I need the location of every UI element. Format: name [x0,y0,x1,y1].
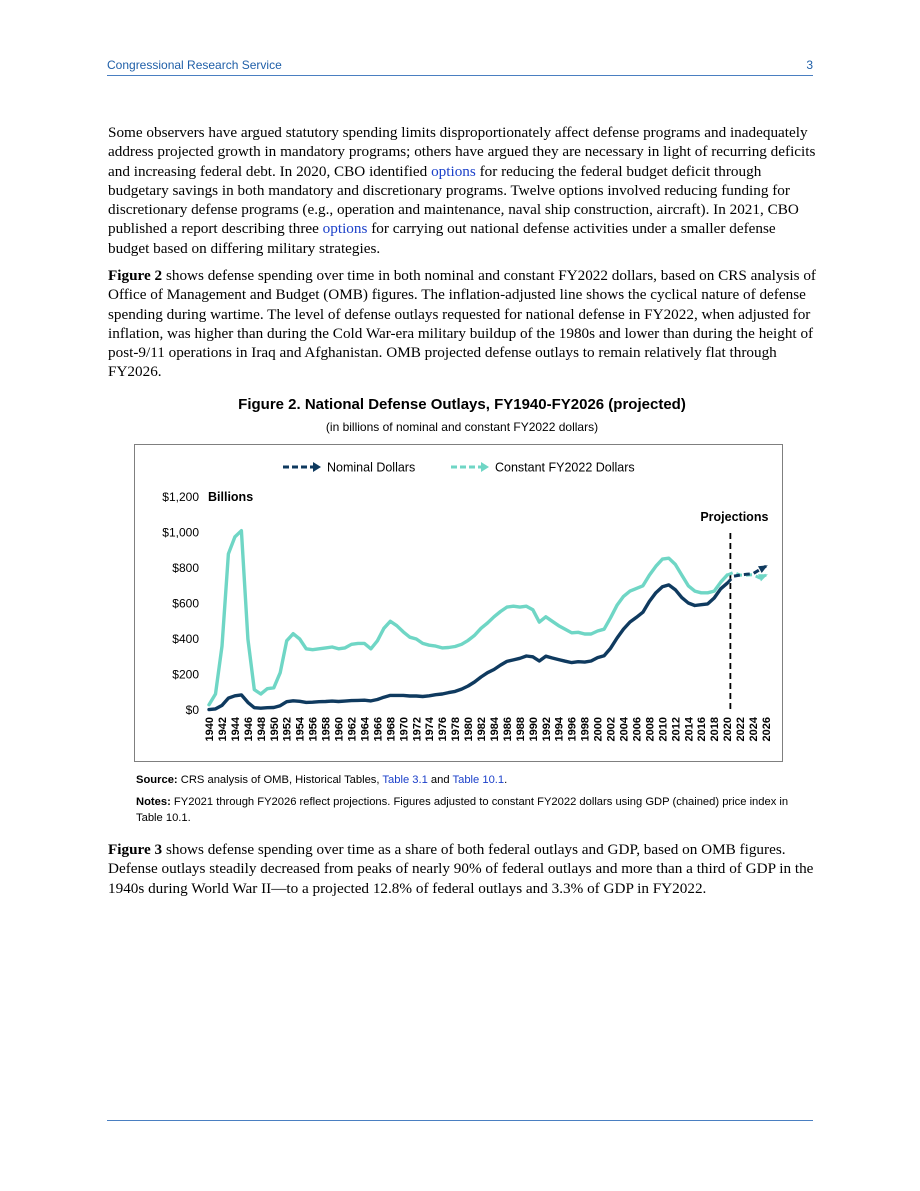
x-tick-label: 1960 [333,717,346,742]
options-link-2020[interactable]: options [431,162,476,180]
x-tick-label: 2012 [670,717,683,742]
table-10-1-link[interactable]: Table 10.1 [452,774,505,786]
x-tick-label: 2022 [735,717,748,742]
chart-svg [135,445,782,761]
x-tick-label: 1964 [359,717,372,742]
x-tick-label: 1944 [229,717,242,742]
source-text: CRS analysis of OMB, Historical Tables, [177,774,383,786]
x-tick-label: 1946 [242,717,255,742]
figure-title: Figure 2. National Defense Outlays, FY1940-FY2026 (projected) [238,396,686,413]
x-tick-label: 2006 [631,717,644,742]
para1-text-1: Some observers have argued statutory spending limits disproportionately affect defense programs and inadequately address projected growth in mandatory programs; others have argued they are necessary in light of recurring deficits and increasing federal debt. In 2020, CBO identified [108,124,816,180]
x-tick-label: 1984 [488,717,501,742]
constant-dollars-line [209,531,727,705]
para1-text-3: for carrying out national defense activities under a smaller defense budget based on differing military strategies. [108,220,776,257]
x-tick-label: 1948 [255,717,268,742]
x-tick-label: 2024 [748,717,761,742]
page-number: 3 [806,58,813,72]
paragraph-figure2-description [108,266,816,382]
x-tick-label: 1940 [204,717,216,742]
x-tick-label: 1958 [320,717,333,742]
paragraph-spending-limits [108,123,816,258]
y-axis-units-label: Billions [208,490,254,504]
x-tick-label: 2004 [618,717,631,742]
x-tick-label: 1970 [398,717,411,742]
figure3-reference: Figure 3 [108,841,163,858]
y-tick-label: $800 [172,561,199,575]
x-tick-label: 1968 [385,717,398,742]
legend-constant-swatch-arrow [481,462,489,472]
header-rule [107,75,813,76]
source-label: Source: [136,774,178,786]
y-tick-label: $200 [172,667,199,682]
options-link-2021[interactable]: options [322,220,368,238]
x-tick-label: 2000 [592,717,605,742]
x-tick-label: 2010 [657,717,670,742]
legend-nominal-swatch-arrow [313,462,321,472]
x-tick-label: 2026 [761,717,773,742]
y-tick-label: $0 [185,703,199,717]
y-tick-label: $1,000 [162,525,199,540]
para1-text-2: for reducing the federal budget deficit through budgetary savings in both mandatory and discretionary programs. Twelve options involved reducing funding for discretionary defense programs (e.g., operation and maintenance, naval ship construction, aircraft). In 2021, CBO published a report describing three [108,162,799,238]
x-tick-label: 1980 [463,717,476,742]
x-tick-label: 1996 [566,717,579,742]
projections-annotation: Projections [700,510,769,524]
page-header [107,58,813,74]
x-tick-label: 1966 [372,717,385,742]
constant-projection-arrowhead [758,574,768,581]
x-tick-label: 2014 [683,717,696,742]
x-tick-label: 1972 [411,717,424,742]
x-tick-label: 1988 [514,717,527,742]
legend-constant-label: Constant FY2022 Dollars [495,460,635,475]
legend-nominal-label: Nominal Dollars [327,460,416,475]
defense-outlays-chart [134,444,783,762]
x-tick-label: 1974 [424,717,437,742]
nominal-projection-arrowhead [758,565,768,573]
para2-text: shows defense spending over time in both nominal and constant FY2022 dollars, based on CRS analysis of Office of Management and Budget (OMB) figures. The inflation-adjusted line shows the cyclical nature of defense spending during wartime. The level of defense outlays requested for national defense in FY2022, when adjusted for inflation, was higher than during the Cold War-era military buildup of the 1980s and lower than during the height of post-9/11 operations in Iraq and Afghanistan. OMB projected defense outlays to remain relatively flat through FY2026. [108,267,816,381]
footer-rule [107,1120,813,1121]
source-end: . [504,774,508,786]
x-tick-label: 1990 [527,717,540,742]
x-tick-label: 2008 [644,717,657,742]
table-3-1-link[interactable]: Table 3.1 [382,774,428,786]
paragraph-figure3-description [108,840,816,898]
figure-subtitle: (in billions of nominal and constant FY2022 dollars) [325,420,599,434]
notes-label: Notes: [136,796,171,808]
y-tick-label: $400 [172,632,199,646]
x-tick-label: 1978 [450,717,463,742]
x-tick-label: 1998 [579,717,592,742]
x-tick-label: 2016 [696,717,709,742]
x-tick-label: 1976 [437,717,450,742]
para3-text: shows defense spending over time as a share of both federal outlays and GDP, based on OMB figures. Defense outlays steadily decreased from peaks of nearly 90% of federal outlays and more than a third of GDP in the 1940s during World War II—to a projected 12.8% of federal outlays and 3.3% of GDP in FY2022. [108,841,814,897]
source-mid: and [427,774,453,786]
x-tick-label: 1956 [307,717,320,742]
header-publisher: Congressional Research Service [107,58,282,72]
x-tick-label: 1982 [476,717,489,742]
y-tick-label: $1,200 [162,490,199,504]
x-tick-label: 1992 [540,717,553,742]
figure2-reference: Figure 2 [108,267,163,284]
x-tick-label: 1994 [553,717,566,742]
x-tick-label: 2002 [605,717,618,742]
figure-notes [136,794,806,826]
x-tick-label: 1952 [281,717,294,742]
x-tick-label: 1962 [346,717,359,742]
x-tick-label: 1950 [268,717,281,742]
x-tick-label: 1986 [501,717,514,742]
x-tick-label: 1954 [294,717,307,742]
x-tick-label: 1942 [216,717,229,742]
y-tick-label: $600 [172,596,199,611]
figure-source [136,772,806,788]
x-tick-label: 2018 [709,717,722,742]
x-tick-label: 2020 [722,717,735,742]
notes-text: FY2021 through FY2026 reflect projections. Figures adjusted to constant FY2022 dollars using GDP (chained) price index in Table 10.1. [136,796,789,824]
